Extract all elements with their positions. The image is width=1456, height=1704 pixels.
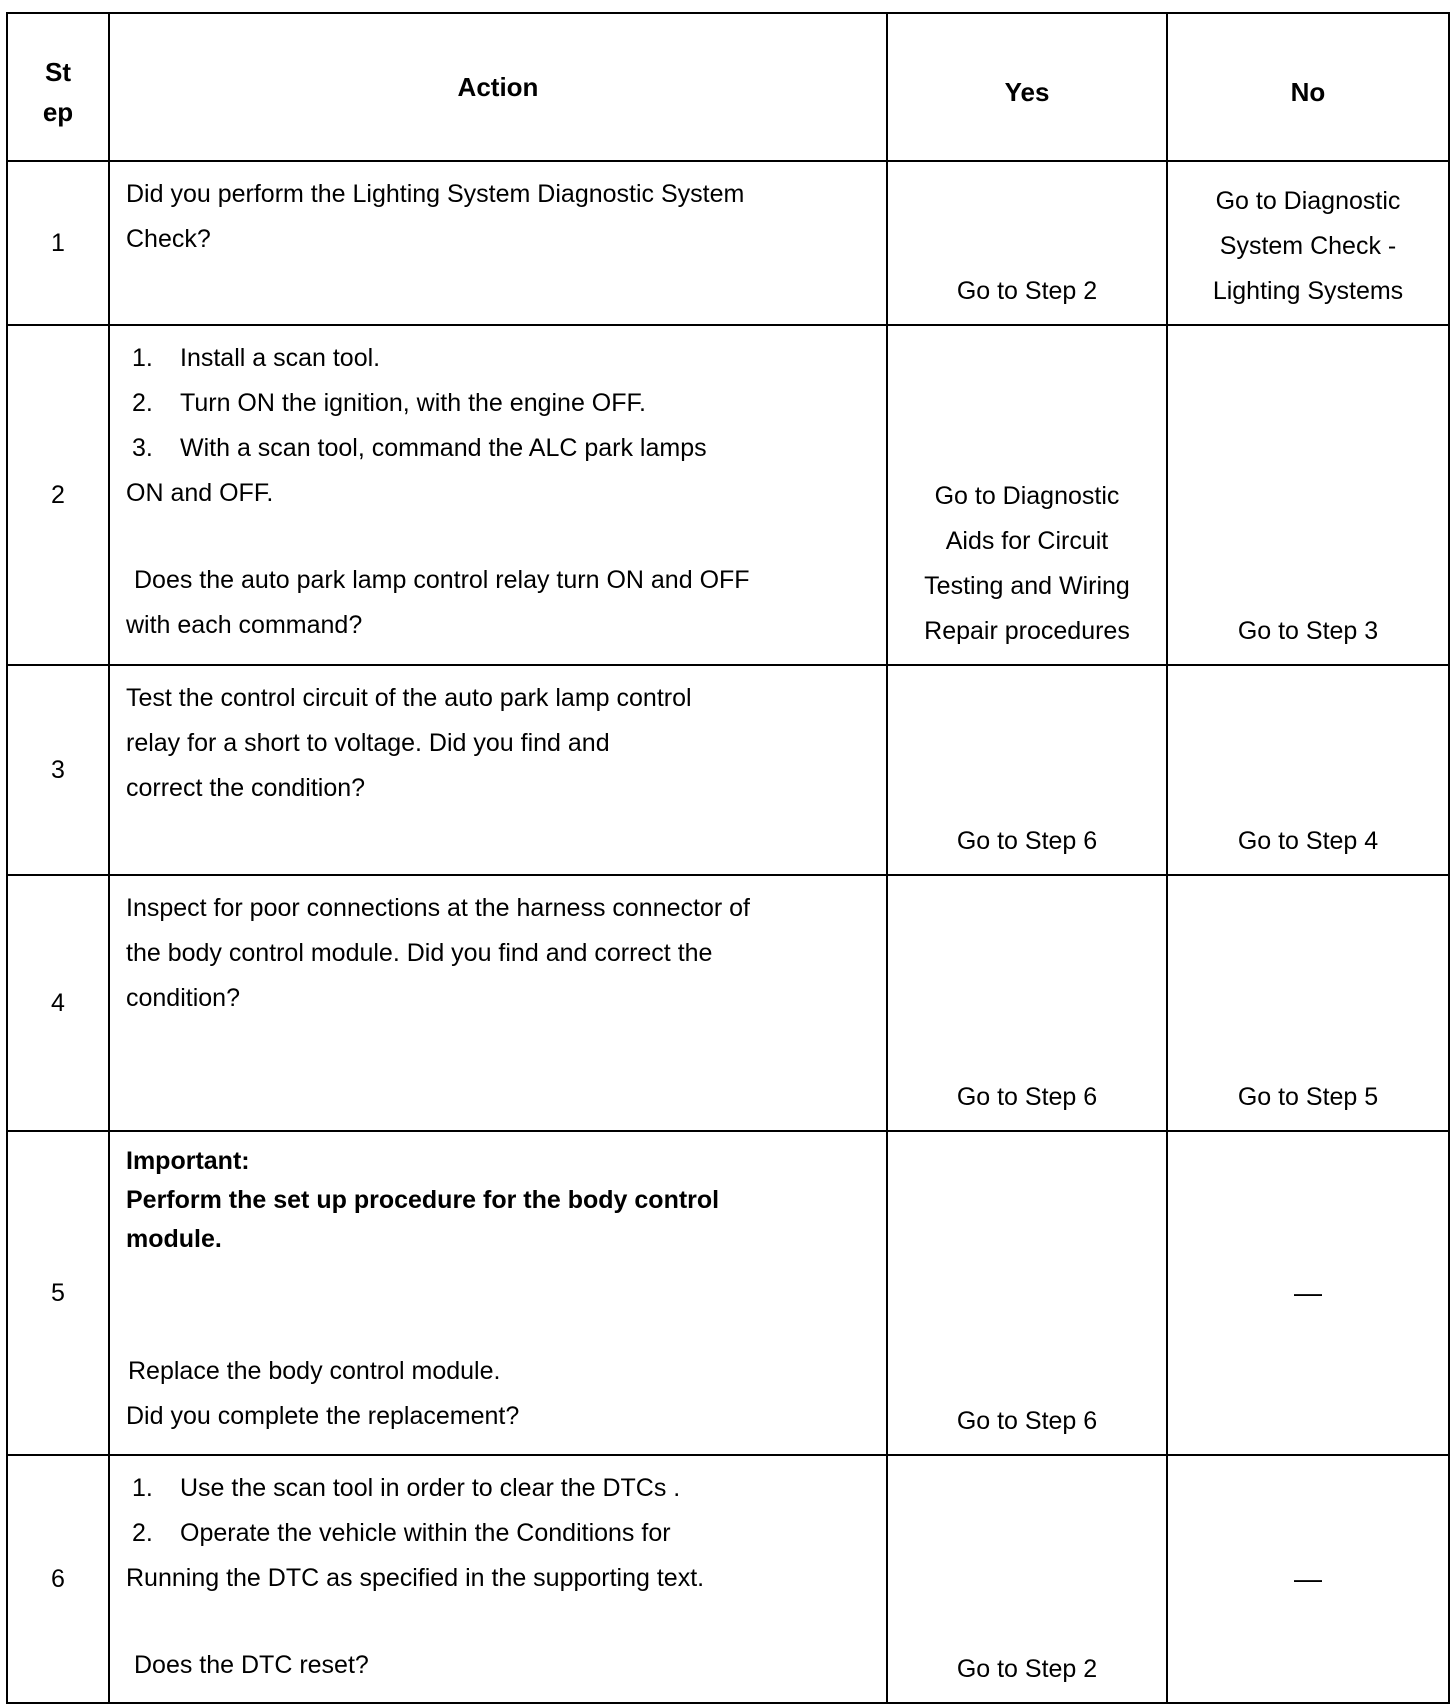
list-text: Use the scan tool in order to clear the DTCs . <box>180 1474 681 1502</box>
question-text: Does the auto park lamp control relay turn ON and OFF <box>134 566 750 594</box>
list-number: 2. <box>132 1519 153 1547</box>
list-continuation: ON and OFF. <box>126 479 274 507</box>
step-number: 3 <box>7 665 109 875</box>
yes-text: Aids for Circuit <box>945 527 1109 555</box>
list-text: Operate the vehicle within the Conditions for <box>180 1519 671 1547</box>
step-number: 2 <box>7 325 109 665</box>
list-number: 1. <box>132 344 153 372</box>
list-number: 2. <box>132 389 153 417</box>
important-text: Perform the set up procedure for the body control <box>126 1186 720 1214</box>
diagnostic-table <box>6 12 1450 1704</box>
yes-text: Go to Step 6 <box>956 1407 1098 1435</box>
list-item <box>126 1466 870 1511</box>
action-text: Check? <box>126 225 211 253</box>
yes-cell <box>887 161 1167 325</box>
action-cell <box>109 1131 887 1455</box>
table-row <box>7 161 1449 325</box>
action-text: Did you complete the replacement? <box>126 1402 520 1430</box>
action-text: relay for a short to voltage. Did you find and <box>126 729 610 757</box>
step-number: 5 <box>7 1131 109 1455</box>
header-yes: Yes <box>887 13 1167 161</box>
header-no: No <box>1167 13 1449 161</box>
list-number: 3. <box>132 434 153 462</box>
important-note <box>126 1142 870 1259</box>
question-text: with each command? <box>126 611 363 639</box>
no-cell <box>1167 665 1449 875</box>
yes-cell <box>887 1455 1167 1703</box>
no-cell <box>1167 325 1449 665</box>
list-text: With a scan tool, command the ALC park lamps <box>180 434 707 462</box>
yes-cell <box>887 665 1167 875</box>
action-text: Did you perform the Lighting System Diagnostic System <box>126 180 745 208</box>
table-row <box>7 325 1449 665</box>
yes-text: Testing and Wiring <box>924 572 1130 600</box>
yes-text: Go to Step 2 <box>956 1655 1098 1683</box>
yes-text: Go to Step 6 <box>956 1083 1098 1111</box>
no-text: Lighting Systems <box>1212 277 1404 305</box>
yes-cell <box>887 875 1167 1131</box>
action-text: the body control module. Did you find and correct the <box>126 939 713 967</box>
no-cell <box>1167 1131 1449 1455</box>
header-action: Action <box>109 13 887 161</box>
table-header-row <box>7 13 1449 161</box>
table-row <box>7 875 1449 1131</box>
yes-text: Go to Step 6 <box>956 827 1098 855</box>
action-text: correct the condition? <box>126 774 366 802</box>
yes-text: Repair procedures <box>924 617 1130 645</box>
list-item <box>126 426 870 471</box>
action-cell <box>109 325 887 665</box>
no-text: Go to Step 5 <box>1237 1083 1379 1111</box>
yes-cell <box>887 325 1167 665</box>
list-item <box>126 336 870 381</box>
action-cell <box>109 161 887 325</box>
table-row <box>7 665 1449 875</box>
list-text: Turn ON the ignition, with the engine OFF. <box>180 389 646 417</box>
no-text: — <box>1294 1277 1322 1308</box>
action-text: Test the control circuit of the auto park lamp control <box>126 684 692 712</box>
list-item <box>126 381 870 426</box>
no-cell <box>1167 875 1449 1131</box>
action-cell <box>109 875 887 1131</box>
table-row <box>7 1455 1449 1703</box>
action-text: Replace the body control module. <box>128 1357 501 1385</box>
no-text: Go to Step 3 <box>1237 617 1379 645</box>
step-number: 1 <box>7 161 109 325</box>
action-cell <box>109 1455 887 1703</box>
action-text: Inspect for poor connections at the harness connector of <box>126 894 750 922</box>
no-cell <box>1167 1455 1449 1703</box>
list-item <box>126 1511 870 1556</box>
yes-text: Go to Step 2 <box>956 277 1098 305</box>
no-text: Go to Step 4 <box>1237 827 1379 855</box>
list-continuation: Running the DTC as specified in the supporting text. <box>126 1564 705 1592</box>
table-row <box>7 1131 1449 1455</box>
header-step-line1: St <box>45 57 71 87</box>
list-text: Install a scan tool. <box>180 344 381 372</box>
step-number: 6 <box>7 1455 109 1703</box>
header-step <box>7 13 109 161</box>
no-text: System Check - <box>1219 232 1397 260</box>
important-label: Important: <box>126 1147 250 1175</box>
question-text: Does the DTC reset? <box>134 1651 369 1679</box>
no-text: — <box>1294 1563 1322 1594</box>
no-cell <box>1167 161 1449 325</box>
action-cell <box>109 665 887 875</box>
list-number: 1. <box>132 1474 153 1502</box>
step-number: 4 <box>7 875 109 1131</box>
important-text: module. <box>126 1225 222 1253</box>
action-text: condition? <box>126 984 240 1012</box>
header-step-line2: ep <box>42 97 74 127</box>
yes-text: Go to Diagnostic <box>934 482 1120 510</box>
yes-cell <box>887 1131 1167 1455</box>
no-text: Go to Diagnostic <box>1215 187 1401 215</box>
